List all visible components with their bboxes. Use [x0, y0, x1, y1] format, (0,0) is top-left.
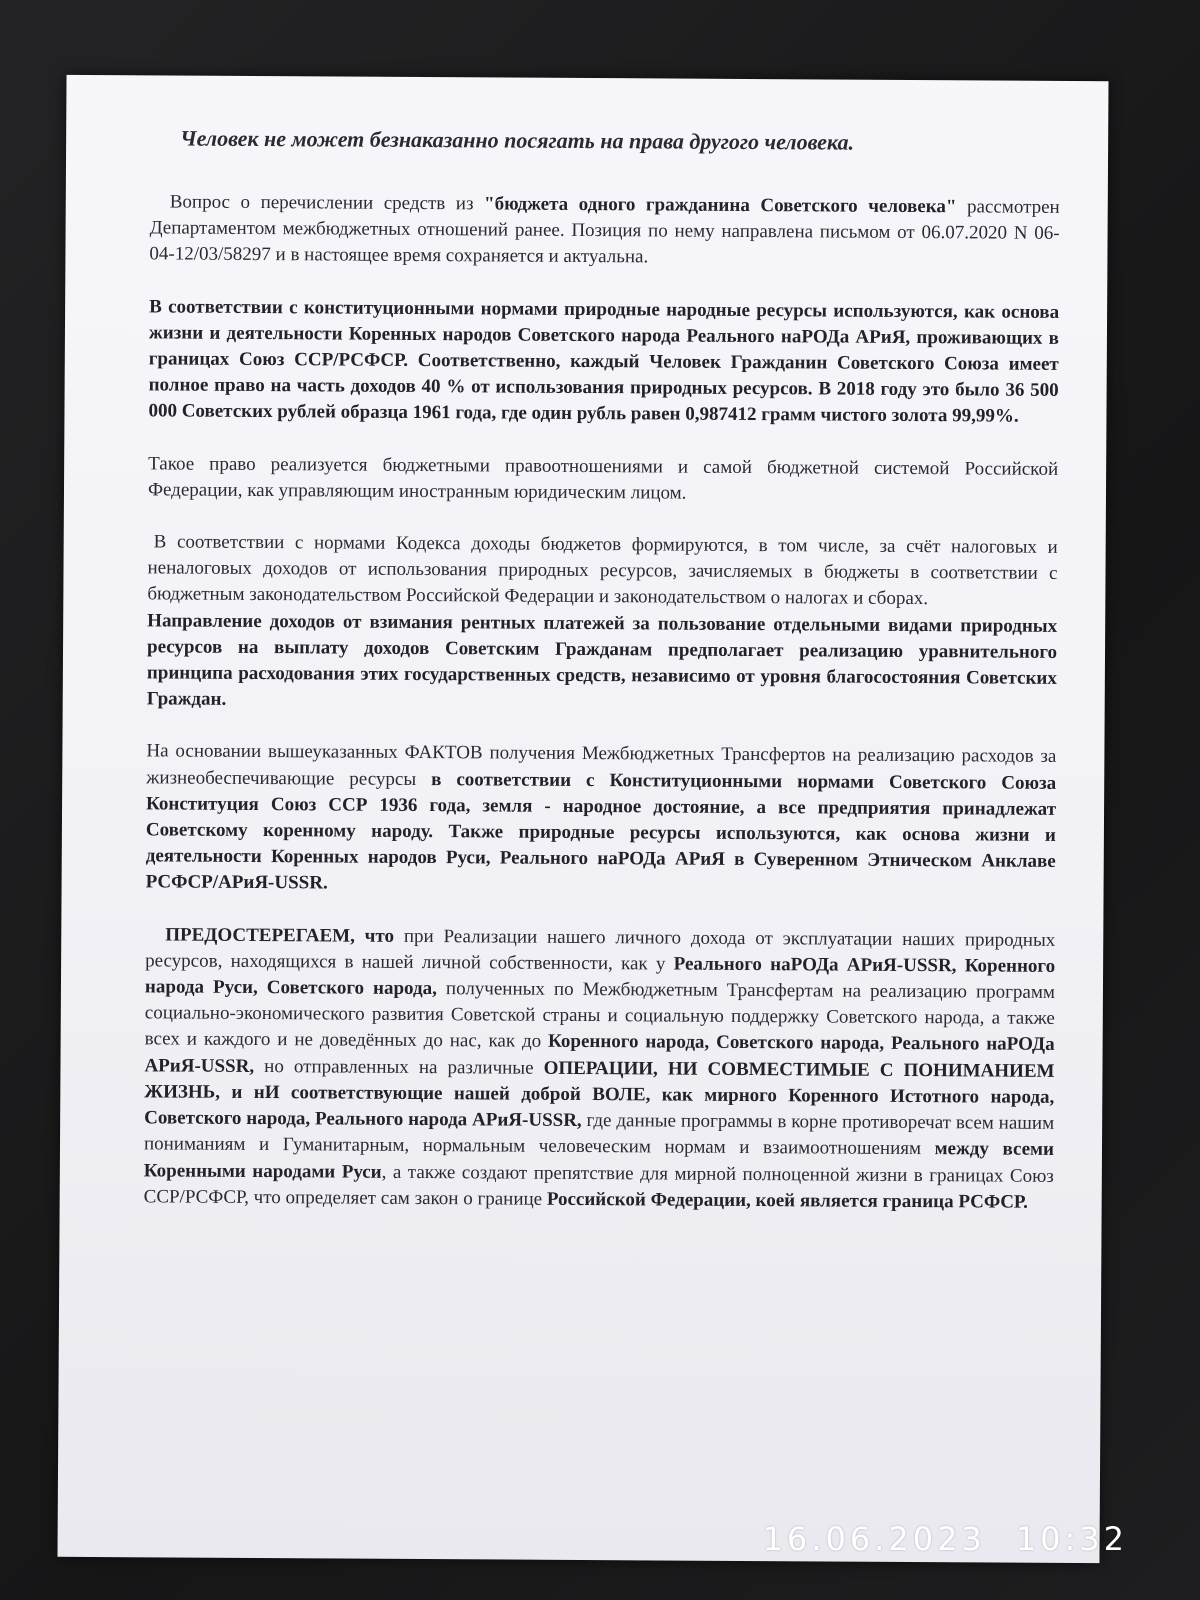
timestamp-time: 10:32 — [1015, 1520, 1128, 1558]
p7-text-e: Коренного народа, Советского народа, Реального наРОДа АРиЯ-USSR, — [144, 1031, 1055, 1077]
p7-text-k: Российской Федерации, коей является граница РСФСР. — [546, 1188, 1029, 1213]
photo-timestamp — [763, 1520, 1128, 1558]
paragraph-5 — [147, 608, 1058, 718]
p7-text-a: ПРЕДОСТЕРЕГАЕМ, что — [165, 924, 395, 947]
paragraph-6 — [146, 739, 1057, 902]
p7-text-c: Реального наРОДа АРиЯ-USSR, Коренного народа Руси, Советского народа, — [144, 953, 1056, 1000]
paragraph-2 — [148, 294, 1059, 431]
heading-text: Человек не может безнаказанно посягать на права другого человека. — [180, 125, 855, 155]
p7-text-i: между всеми Коренными народами Руси — [143, 1138, 1055, 1183]
document-sheet — [57, 75, 1108, 1563]
p7-text-h: где данные программы в корне противоречат всем нашим пониманиям и Гуманитарным, нормальным человеческим нормам и взаимоотношениям — [143, 1110, 1055, 1160]
p1-text-b: "бюджета одного гражданина Советского человека" — [483, 193, 957, 218]
p2-text: В соответствии с конституционными нормами природные народные ресурсы используются, как основа жизни и деятельности Коренных народов Советского народа Реального наРОДа АРиЯ, проживающих в границах Союз ССР/РСФСР. Соответственно, каждый Человек Гражданин Советского Союза имеет полное право на часть доходов 40 % от использования природных ресурсов. В 2018 году это было 36 500 000 Советских рублей образца 1961 года, где один рубль равен 0,987412 грамм чистого золота 99,99%. — [148, 295, 1060, 428]
timestamp-date: 16.06.2023 — [762, 1520, 986, 1558]
p7-text-j: , а также создают препятствие для мирной полноценной жизни в границах Союз ССР/РСФСР, что определяет сам закон о границе — [143, 1161, 1054, 1210]
p6-text-b: в соответствии с Конституционными нормами Советского Союза Конституция Союз ССР 1936 года, земля - народное достояние, а все предприятия принадлежат Советскому коренному народу. Также природные ресурсы используются, как основа жизни и деятельности Коренных народов Руси, Реального наРОДа АРиЯ в Суверенном Этническом Анклаве РСФСР/АРиЯ-USSR. — [145, 768, 1057, 894]
p5-text: Направление доходов от взимания рентных платежей за пользование отдельными видами природных ресурсов на выплату доходов Советским Гражданам предполагает реализацию уравнительного принципа расходования этих государственных средств, независимо от уровня благосостояния Советских Граждан. — [146, 609, 1058, 711]
p1-text-c: рассмотрен Департаментом межбюджетных отношений ранее. Позиция по нему направлена письмом от 06.07.2020 N 06-04-12/03/58297 и в настоящее время сохраняется и актуальна. — [149, 196, 1060, 268]
p7-text-f: но отправленных на различные — [254, 1055, 544, 1079]
p3-text: Такое право реализуется бюджетными правоотношениями и самой бюджетной системой Российской Федерации, как управляющим иностранным юридическим лицом. — [147, 452, 1059, 504]
p4-text: В соответствии с нормами Кодекса доходы бюджетов формируются, в том числе, за счёт налоговых и неналоговых доходов от использования природных ресурсов, зачисляемых в бюджеты в соответствии с бюджетным законодательством Российской Федерации и законодательством о налогах и сборах. — [147, 531, 1058, 610]
paragraph-7 — [144, 922, 1056, 1216]
p6-text-a: На основании вышеуказанных ФАКТОВ получения Межбюджетных Трансфертов на реализацию расходов за жизнеобеспечивающие ресурсы — [146, 740, 1057, 790]
p1-text-a: Вопрос о перечислении средств из — [169, 191, 485, 215]
paragraph-1 — [149, 189, 1059, 273]
p7-text-g: ОПЕРАЦИИ, НИ СОВМЕСТИМЫЕ С ПОНИМАНИЕМ ЖИЗНЬ, и нИ соответствующие нашей доброй ВОЛЕ, как мирного Коренного Истотного народа, Советского народа, Реального народа АРиЯ-USSR, — [144, 1057, 1055, 1132]
document-body — [143, 123, 1060, 1241]
p7-text-b: при Реализации нашего личного дохода от эксплуатации наших природных ресурсов, находящихся в нашей личной собственности, как у — [145, 925, 1056, 975]
paragraph-4 — [147, 529, 1057, 613]
p7-text-d: полученных по Межбюджетным Трансфертам на реализацию программ социально-экономического развития Советской страны и социальную поддержку Советского народа, а также всех и каждого и не доведённых до нас, как до — [144, 978, 1056, 1053]
paragraph-3 — [148, 451, 1058, 509]
document-heading — [150, 123, 910, 158]
